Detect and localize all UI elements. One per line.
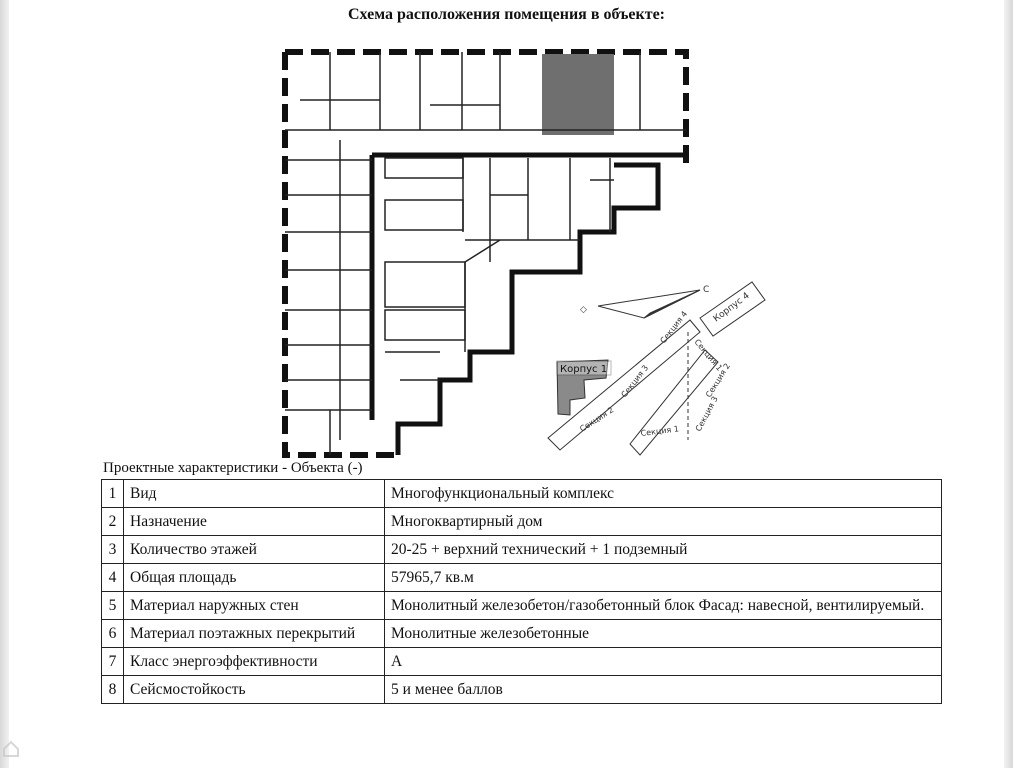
row-key: Материал поэтажных перекрытий xyxy=(124,620,385,648)
svg-text:C: C xyxy=(703,285,710,295)
section-label: Секция 1 xyxy=(692,337,725,373)
row-value: Монолитные железобетонные xyxy=(385,620,942,648)
exterior-wall xyxy=(285,52,686,165)
row-value: 20-25 + верхний технический + 1 подземный xyxy=(385,536,942,564)
row-number: 4 xyxy=(102,564,124,592)
row-number: 6 xyxy=(102,620,124,648)
site-plan-inset xyxy=(548,282,765,455)
corpus-1-label: Корпус 1 xyxy=(560,364,608,375)
table-row xyxy=(102,648,942,676)
row-value: Многофункциональный комплекс xyxy=(385,480,942,508)
row-number: 5 xyxy=(102,592,124,620)
row-value: 57965,7 кв.м xyxy=(385,564,942,592)
row-key: Класс энергоэффективности xyxy=(124,648,385,676)
highlighted-unit xyxy=(542,54,614,135)
row-value: 5 и менее баллов xyxy=(385,676,942,704)
table-caption: Проектные характеристики - Объекта (-) xyxy=(103,460,363,476)
table-row xyxy=(102,564,942,592)
watermark xyxy=(2,738,20,759)
row-key: Материал наружных стен xyxy=(124,592,385,620)
characteristics-table xyxy=(101,479,942,704)
row-key: Вид xyxy=(124,480,385,508)
section-label: Секция 4 xyxy=(658,309,690,346)
row-value: Многоквартирный дом xyxy=(385,508,942,536)
row-key: Назначение xyxy=(124,508,385,536)
row-number: 1 xyxy=(102,480,124,508)
row-key: Общая площадь xyxy=(124,564,385,592)
table-row xyxy=(102,676,942,704)
row-number: 7 xyxy=(102,648,124,676)
corpus-4-label: Корпус 4 xyxy=(711,290,752,325)
document-title: Схема расположения помещения в объекте: xyxy=(347,6,665,23)
row-value: A xyxy=(385,648,942,676)
section-label: Секция 2 xyxy=(578,405,616,434)
svg-text:◇: ◇ xyxy=(580,305,587,315)
row-key: Сейсмостойкость xyxy=(124,676,385,704)
home-icon xyxy=(2,740,20,758)
row-value: Монолитный железобетон/газобетонный блок Фасад: навесной, вентилируемый. xyxy=(385,592,942,620)
row-key: Количество этажей xyxy=(124,536,385,564)
section-label: Секция 3 xyxy=(619,363,651,400)
table-row xyxy=(102,592,942,620)
table-row xyxy=(102,480,942,508)
section-label: Секция 1 xyxy=(640,424,680,438)
row-number: 8 xyxy=(102,676,124,704)
exterior-wall xyxy=(285,52,398,455)
row-number: 3 xyxy=(102,536,124,564)
section-label: Секция 3 xyxy=(693,394,720,433)
section-label: Секция 2 xyxy=(704,361,733,400)
table-row xyxy=(102,508,942,536)
table-row xyxy=(102,536,942,564)
table-row xyxy=(102,620,942,648)
row-number: 2 xyxy=(102,508,124,536)
